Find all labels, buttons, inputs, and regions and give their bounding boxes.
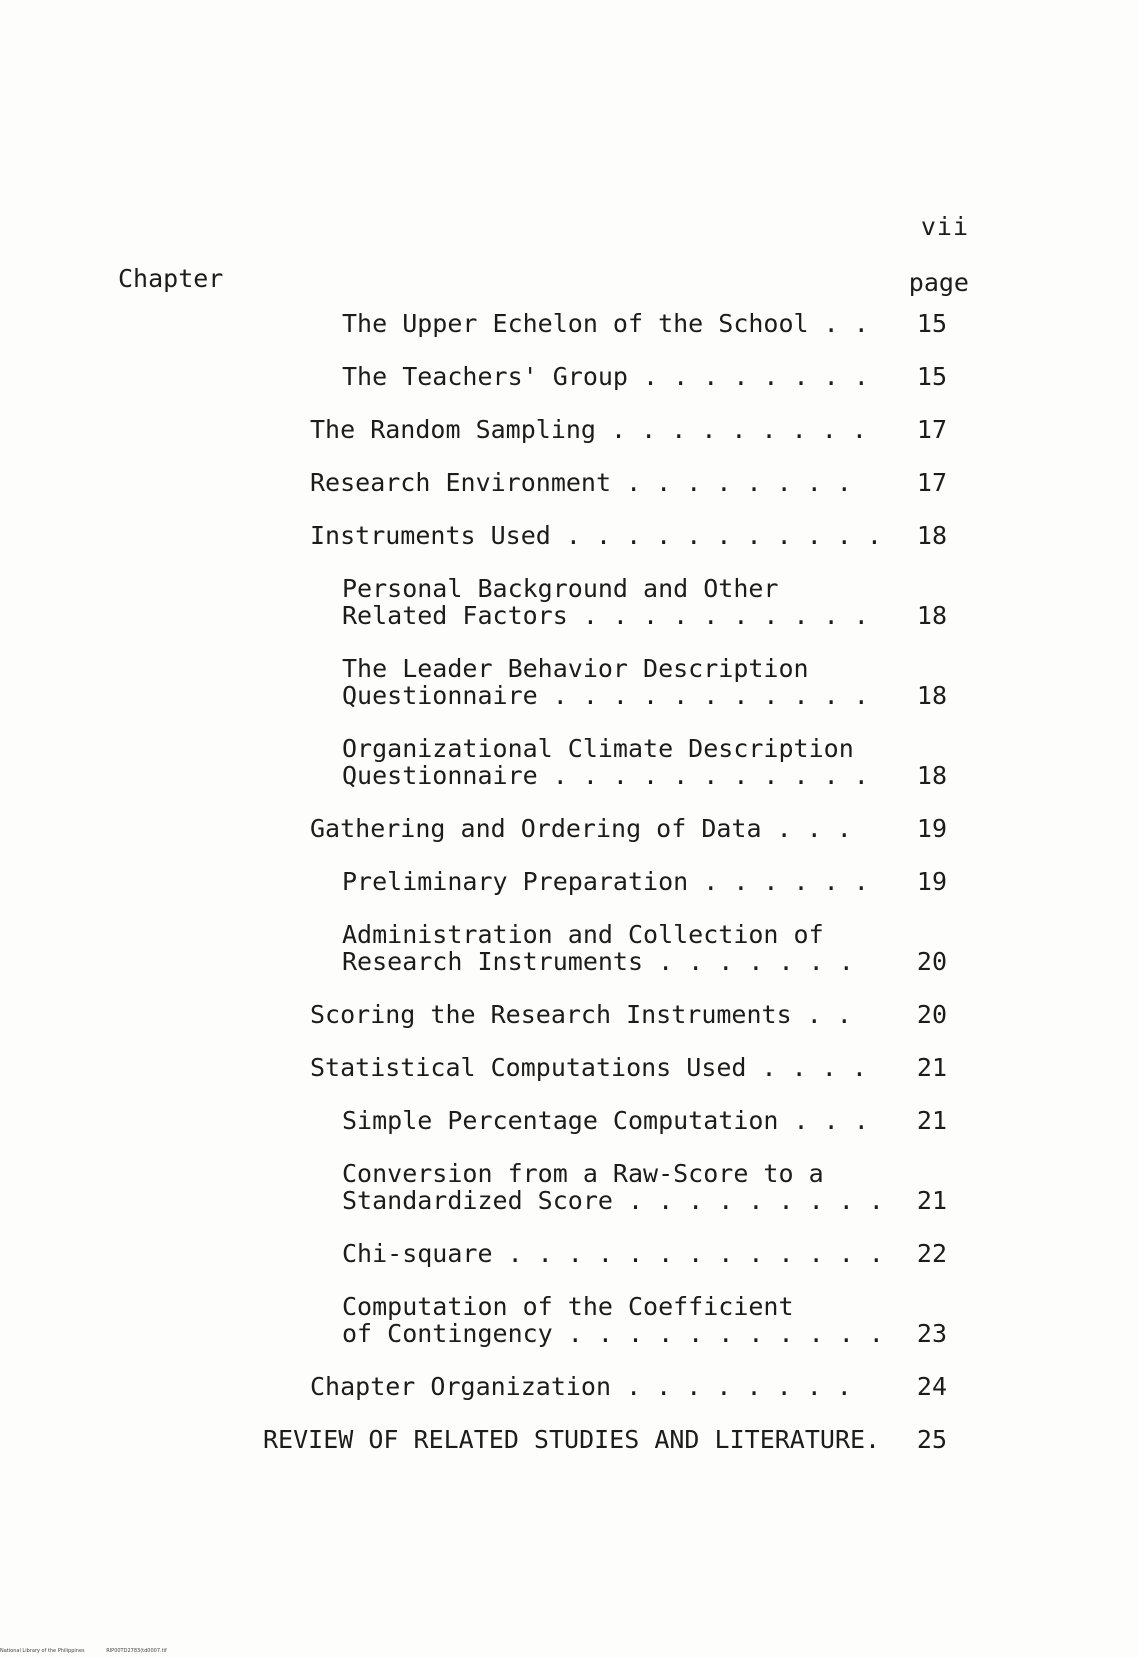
toc-entry-page: 25	[916, 1425, 947, 1454]
scan-footer	[0, 1648, 187, 1654]
toc-entry	[0, 868, 1139, 895]
toc-entry-title: Instruments Used . . . . . . . . . . .	[310, 521, 882, 550]
toc-entry-title: The Upper Echelon of the School . .	[342, 309, 869, 338]
toc-entry	[0, 655, 1139, 709]
toc-entry	[0, 363, 1139, 390]
toc-entry	[0, 469, 1139, 496]
toc-entry-title: Gathering and Ordering of Data . . .	[310, 814, 852, 843]
toc-entry	[0, 1160, 1139, 1214]
toc-entry-page: 17	[916, 415, 947, 444]
table-of-contents	[0, 310, 1139, 1479]
footer-file-id: RIP00TD2783(td0007.tif	[106, 1648, 167, 1654]
toc-entry	[0, 815, 1139, 842]
toc-entry	[0, 575, 1139, 629]
toc-entry-title: Preliminary Preparation . . . . . .	[342, 867, 869, 896]
toc-entry-page: 19	[916, 867, 947, 896]
toc-entry-page: 21	[916, 1186, 947, 1215]
toc-entry-page: 18	[916, 521, 947, 550]
toc-entry-page: 18	[916, 761, 947, 790]
toc-entry-title: Research Environment . . . . . . . .	[310, 468, 852, 497]
toc-entry-title: Conversion from a Raw-Score to a Standardized Score . . . . . . . . .	[342, 1159, 884, 1215]
toc-entry-page: 20	[916, 1000, 947, 1029]
toc-entry-title: The Random Sampling . . . . . . . . .	[310, 415, 867, 444]
toc-entry-title: Statistical Computations Used . . . .	[310, 1053, 867, 1082]
footer-library: National Library of the Philippines	[0, 1648, 85, 1654]
toc-entry	[0, 1054, 1139, 1081]
toc-entry	[0, 416, 1139, 443]
toc-entry-title: REVIEW OF RELATED STUDIES AND LITERATURE.	[263, 1425, 881, 1454]
toc-entry	[0, 522, 1139, 549]
toc-entry-title: Chapter Organization . . . . . . . .	[310, 1372, 852, 1401]
toc-entry-page: 22	[916, 1239, 947, 1268]
toc-entry	[0, 1293, 1139, 1347]
toc-entry-title: Administration and Collection of Research Instruments . . . . . . .	[342, 920, 854, 976]
toc-entry-title: Simple Percentage Computation . . .	[342, 1106, 869, 1135]
toc-entry-title: Organizational Climate Description Questionnaire . . . . . . . . . . .	[342, 734, 869, 790]
page-number: vii	[920, 212, 969, 241]
toc-entry-title: The Leader Behavior Description Questionnaire . . . . . . . . . . .	[342, 654, 869, 710]
toc-entry-title: Computation of the Coefficient of Contingency . . . . . . . . . . .	[342, 1292, 884, 1348]
toc-entry-title: The Teachers' Group . . . . . . . .	[342, 362, 869, 391]
toc-entry-page: 17	[916, 468, 947, 497]
toc-entry-page: 23	[916, 1319, 947, 1348]
toc-entry-page: 19	[916, 814, 947, 843]
toc-entry	[0, 1240, 1139, 1267]
toc-entry	[0, 735, 1139, 789]
toc-entry	[0, 921, 1139, 975]
toc-entry-title: Scoring the Research Instruments . .	[310, 1000, 852, 1029]
toc-entry-title: Chi-square . . . . . . . . . . . . .	[342, 1239, 884, 1268]
toc-entry-page: 24	[916, 1372, 947, 1401]
toc-entry-page: 15	[916, 309, 947, 338]
toc-entry-page: 21	[916, 1106, 947, 1135]
toc-entry	[0, 1107, 1139, 1134]
toc-entry-page: 15	[916, 362, 947, 391]
page-column-label: page	[908, 268, 969, 297]
toc-entry	[0, 1426, 1139, 1453]
toc-entry-page: 18	[916, 601, 947, 630]
toc-entry-page: 21	[916, 1053, 947, 1082]
chapter-column-label: Chapter	[118, 264, 224, 293]
toc-entry-title: Personal Background and Other Related Factors . . . . . . . . . .	[342, 574, 869, 630]
toc-entry	[0, 310, 1139, 337]
toc-entry	[0, 1373, 1139, 1400]
toc-entry-page: 18	[916, 681, 947, 710]
toc-entry-page: 20	[916, 947, 947, 976]
toc-entry	[0, 1001, 1139, 1028]
